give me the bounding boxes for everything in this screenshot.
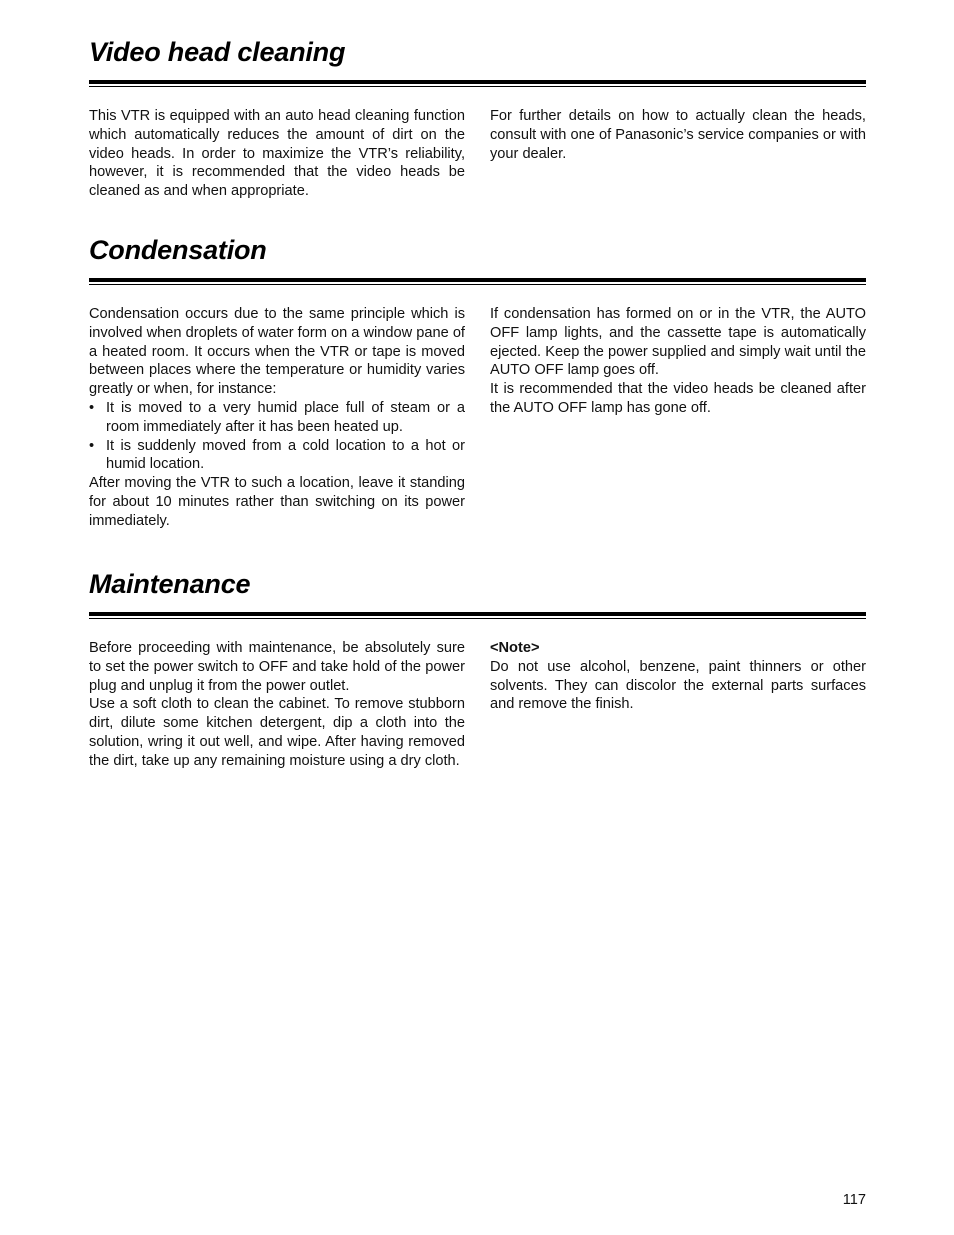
list-item	[89, 437, 465, 475]
section-title-video-head-cleaning: Video head cleaning	[89, 37, 346, 67]
paragraph: For further details on how to actually clean the heads, consult with one of Panasonic’s service companies or with your dealer.	[490, 108, 866, 162]
section-title-maintenance: Maintenance	[89, 569, 251, 599]
bullet-icon: •	[89, 437, 95, 454]
left-column	[89, 107, 465, 201]
paragraph: After moving the VTR to such a location, leave it standing for about 10 minutes rather than switching on its power immediately.	[89, 475, 465, 529]
section-video-head-cleaning	[89, 36, 866, 200]
bullet-list	[89, 399, 465, 474]
note-label: <Note>	[490, 640, 540, 656]
paragraph: Condensation occurs due to the same principle which is involved when droplets of water form on a window pane of a heated room. It occurs when the VTR or tape is moved between places where the temperature or humidity varies greatly or when, for instance:	[89, 306, 465, 398]
two-column-body	[89, 305, 866, 531]
two-column-body	[89, 639, 866, 771]
right-column	[490, 639, 866, 771]
two-column-body	[89, 107, 866, 201]
bullet-icon: •	[89, 399, 95, 416]
section-rule	[89, 612, 866, 619]
list-item-text: It is moved to a very humid place full of steam or a room immediately after it has been heated up.	[106, 399, 465, 435]
section-rule	[89, 278, 866, 285]
section-rule	[89, 80, 866, 87]
right-column	[490, 305, 866, 531]
page-number: 117	[842, 1192, 866, 1208]
paragraph: Use a soft cloth to clean the cabinet. To remove stubborn dirt, dilute some kitchen detergent, dip a cloth into the solution, wring it out well, and wipe. After having removed the dirt, take up any remaining moisture using a dry cloth.	[89, 696, 465, 769]
list-item	[89, 399, 465, 437]
paragraph: If condensation has formed on or in the VTR, the AUTO OFF lamp lights, and the cassette tape is automatically ejected. Keep the power supplied and simply wait until the AUTO OFF lamp goes off.	[490, 306, 866, 379]
right-column	[490, 107, 866, 201]
paragraph: Before proceeding with maintenance, be absolutely sure to set the power switch to OFF and take hold of the power plug and unplug it from the power outlet.	[89, 640, 465, 694]
section-condensation	[89, 234, 866, 529]
section-title-condensation: Condensation	[89, 235, 267, 265]
list-item-text: It is suddenly moved from a cold location to a hot or humid location.	[106, 437, 465, 473]
left-column	[89, 639, 465, 771]
paragraph: This VTR is equipped with an auto head cleaning function which automatically reduces the amount of dirt on the video heads. In order to maximize the VTR’s reliability, however, it is recommended that the video heads be cleaned as and when appropriate.	[89, 108, 465, 200]
paragraph: It is recommended that the video heads be cleaned after the AUTO OFF lamp has gone off.	[490, 381, 866, 416]
section-maintenance	[89, 568, 866, 769]
left-column	[89, 305, 465, 531]
note-text: Do not use alcohol, benzene, paint thinners or other solvents. They can discolor the external parts surfaces and remove the finish.	[490, 658, 866, 713]
